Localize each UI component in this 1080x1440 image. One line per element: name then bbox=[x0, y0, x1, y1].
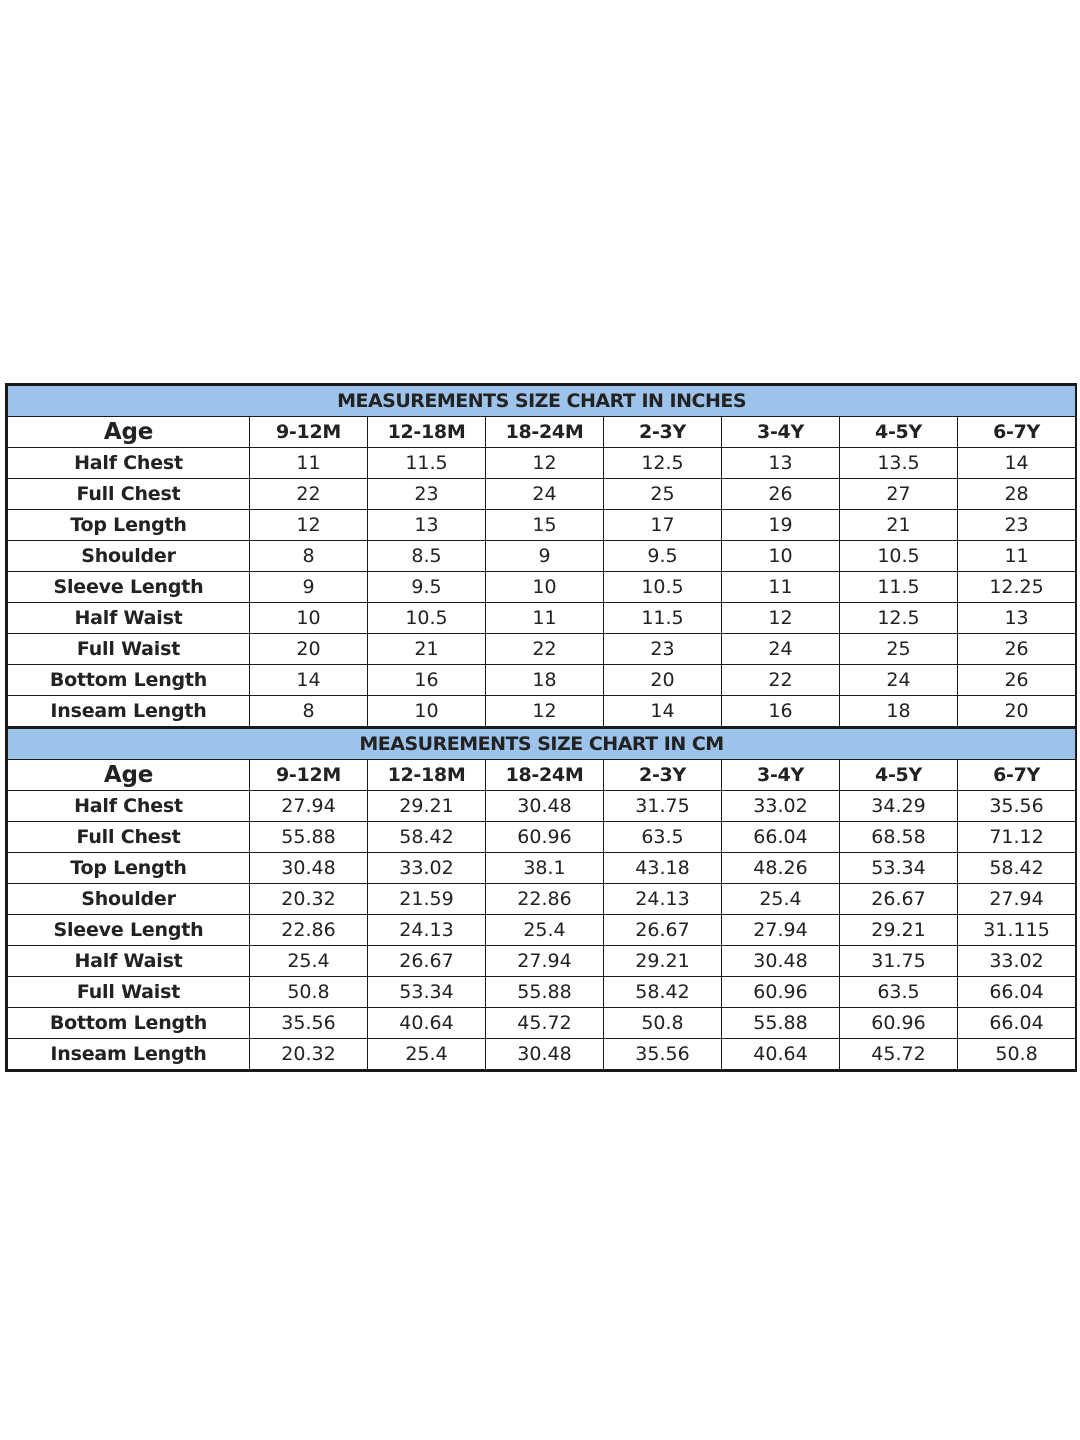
table-cell: 40.64 bbox=[722, 1039, 840, 1070]
row-label: Shoulder bbox=[8, 884, 250, 915]
size-header: 6-7Y bbox=[958, 760, 1076, 791]
row-label: Top Length bbox=[8, 853, 250, 884]
table-cell: 13 bbox=[958, 603, 1076, 634]
table-cell: 63.5 bbox=[604, 822, 722, 853]
table-cell: 21 bbox=[368, 634, 486, 665]
table-cell: 13 bbox=[722, 448, 840, 479]
table-cell: 43.18 bbox=[604, 853, 722, 884]
table-cell: 60.96 bbox=[840, 1008, 958, 1039]
table-cell: 66.04 bbox=[958, 1008, 1076, 1039]
table-cell: 27.94 bbox=[486, 946, 604, 977]
table-row bbox=[8, 977, 1076, 1008]
table-cell: 25.4 bbox=[486, 915, 604, 946]
table-cell: 12.25 bbox=[958, 572, 1076, 603]
table-cell: 14 bbox=[958, 448, 1076, 479]
table-cell: 30.48 bbox=[486, 791, 604, 822]
row-label: Full Chest bbox=[8, 479, 250, 510]
row-label: Sleeve Length bbox=[8, 915, 250, 946]
table-cell: 27.94 bbox=[722, 915, 840, 946]
table-cell: 22 bbox=[486, 634, 604, 665]
row-label: Top Length bbox=[8, 510, 250, 541]
table-cell: 55.88 bbox=[486, 977, 604, 1008]
table-cell: 55.88 bbox=[250, 822, 368, 853]
table-cell: 35.56 bbox=[604, 1039, 722, 1070]
table-cell: 68.58 bbox=[840, 822, 958, 853]
table-cell: 27.94 bbox=[958, 884, 1076, 915]
table-cell: 15 bbox=[486, 510, 604, 541]
table-cell: 28 bbox=[958, 479, 1076, 510]
table-cell: 24 bbox=[840, 665, 958, 696]
size-header: 12-18M bbox=[368, 417, 486, 448]
inches-header-row bbox=[8, 417, 1076, 448]
size-header: 2-3Y bbox=[604, 760, 722, 791]
table-cell: 23 bbox=[604, 634, 722, 665]
table-cell: 19 bbox=[722, 510, 840, 541]
size-header: 4-5Y bbox=[840, 760, 958, 791]
table-cell: 13 bbox=[368, 510, 486, 541]
table-row bbox=[8, 603, 1076, 634]
table-cell: 50.8 bbox=[250, 977, 368, 1008]
table-cell: 48.26 bbox=[722, 853, 840, 884]
table-cell: 45.72 bbox=[486, 1008, 604, 1039]
table-row bbox=[8, 510, 1076, 541]
table-cell: 25 bbox=[840, 634, 958, 665]
table-cell: 31.115 bbox=[958, 915, 1076, 946]
table-cell: 71.12 bbox=[958, 822, 1076, 853]
table-cell: 23 bbox=[958, 510, 1076, 541]
table-cell: 25.4 bbox=[368, 1039, 486, 1070]
table-cell: 60.96 bbox=[486, 822, 604, 853]
row-label: Inseam Length bbox=[8, 696, 250, 728]
table-cell: 26 bbox=[958, 665, 1076, 696]
table-cell: 31.75 bbox=[604, 791, 722, 822]
table-cell: 24.13 bbox=[368, 915, 486, 946]
table-cell: 22.86 bbox=[486, 884, 604, 915]
table-cell: 11 bbox=[722, 572, 840, 603]
table-cell: 24 bbox=[486, 479, 604, 510]
table-row bbox=[8, 1039, 1076, 1070]
table-cell: 9 bbox=[250, 572, 368, 603]
table-row bbox=[8, 448, 1076, 479]
table-cell: 21.59 bbox=[368, 884, 486, 915]
row-label: Shoulder bbox=[8, 541, 250, 572]
table-cell: 26.67 bbox=[368, 946, 486, 977]
inches-chart-title: MEASUREMENTS SIZE CHART IN INCHES bbox=[8, 386, 1076, 417]
table-cell: 29.21 bbox=[368, 791, 486, 822]
table-row bbox=[8, 634, 1076, 665]
age-header: Age bbox=[8, 417, 250, 448]
size-header: 12-18M bbox=[368, 760, 486, 791]
table-cell: 66.04 bbox=[958, 977, 1076, 1008]
row-label: Half Chest bbox=[8, 791, 250, 822]
table-cell: 11 bbox=[486, 603, 604, 634]
table-cell: 10.5 bbox=[604, 572, 722, 603]
table-cell: 58.42 bbox=[604, 977, 722, 1008]
table-cell: 20 bbox=[604, 665, 722, 696]
size-header: 2-3Y bbox=[604, 417, 722, 448]
row-label: Full Waist bbox=[8, 977, 250, 1008]
cm-title-row bbox=[8, 728, 1076, 760]
table-cell: 24.13 bbox=[604, 884, 722, 915]
age-header: Age bbox=[8, 760, 250, 791]
table-cell: 10 bbox=[722, 541, 840, 572]
table-cell: 11.5 bbox=[840, 572, 958, 603]
cm-chart-title: MEASUREMENTS SIZE CHART IN CM bbox=[8, 728, 1076, 760]
table-cell: 53.34 bbox=[840, 853, 958, 884]
table-cell: 11.5 bbox=[368, 448, 486, 479]
table-cell: 8 bbox=[250, 541, 368, 572]
table-cell: 66.04 bbox=[722, 822, 840, 853]
table-cell: 38.1 bbox=[486, 853, 604, 884]
row-label: Half Waist bbox=[8, 603, 250, 634]
table-cell: 35.56 bbox=[958, 791, 1076, 822]
row-label: Bottom Length bbox=[8, 1008, 250, 1039]
table-cell: 27.94 bbox=[250, 791, 368, 822]
row-label: Full Chest bbox=[8, 822, 250, 853]
table-cell: 9 bbox=[486, 541, 604, 572]
table-cell: 13.5 bbox=[840, 448, 958, 479]
table-cell: 50.8 bbox=[958, 1039, 1076, 1070]
size-header: 9-12M bbox=[250, 760, 368, 791]
table-row bbox=[8, 541, 1076, 572]
table-cell: 20 bbox=[250, 634, 368, 665]
size-header: 4-5Y bbox=[840, 417, 958, 448]
table-cell: 11 bbox=[958, 541, 1076, 572]
table-cell: 25 bbox=[604, 479, 722, 510]
table-cell: 26.67 bbox=[840, 884, 958, 915]
table-cell: 50.8 bbox=[604, 1008, 722, 1039]
table-cell: 30.48 bbox=[486, 1039, 604, 1070]
cm-header-row bbox=[8, 760, 1076, 791]
size-chart bbox=[5, 383, 1077, 1072]
table-cell: 33.02 bbox=[368, 853, 486, 884]
table-row bbox=[8, 696, 1076, 728]
table-cell: 63.5 bbox=[840, 977, 958, 1008]
table-cell: 21 bbox=[840, 510, 958, 541]
size-header: 6-7Y bbox=[958, 417, 1076, 448]
row-label: Half Waist bbox=[8, 946, 250, 977]
table-cell: 23 bbox=[368, 479, 486, 510]
table-cell: 31.75 bbox=[840, 946, 958, 977]
table-cell: 24 bbox=[722, 634, 840, 665]
table-cell: 30.48 bbox=[722, 946, 840, 977]
table-cell: 20.32 bbox=[250, 884, 368, 915]
table-cell: 17 bbox=[604, 510, 722, 541]
table-cell: 9.5 bbox=[368, 572, 486, 603]
table-cell: 12.5 bbox=[840, 603, 958, 634]
table-cell: 18 bbox=[486, 665, 604, 696]
table-cell: 20.32 bbox=[250, 1039, 368, 1070]
size-header: 18-24M bbox=[486, 417, 604, 448]
table-cell: 12 bbox=[486, 448, 604, 479]
table-cell: 10 bbox=[250, 603, 368, 634]
table-cell: 11 bbox=[250, 448, 368, 479]
row-label: Bottom Length bbox=[8, 665, 250, 696]
table-cell: 53.34 bbox=[368, 977, 486, 1008]
table-cell: 58.42 bbox=[368, 822, 486, 853]
table-row bbox=[8, 946, 1076, 977]
table-cell: 14 bbox=[604, 696, 722, 728]
table-cell: 22 bbox=[722, 665, 840, 696]
table-cell: 10 bbox=[486, 572, 604, 603]
table-cell: 8.5 bbox=[368, 541, 486, 572]
table-cell: 35.56 bbox=[250, 1008, 368, 1039]
row-label: Sleeve Length bbox=[8, 572, 250, 603]
table-cell: 10.5 bbox=[840, 541, 958, 572]
inches-title-row bbox=[8, 386, 1076, 417]
table-row bbox=[8, 479, 1076, 510]
table-cell: 12 bbox=[250, 510, 368, 541]
table-row bbox=[8, 1008, 1076, 1039]
table-row bbox=[8, 822, 1076, 853]
table-cell: 26.67 bbox=[604, 915, 722, 946]
table-cell: 26 bbox=[958, 634, 1076, 665]
row-label: Inseam Length bbox=[8, 1039, 250, 1070]
table-row bbox=[8, 884, 1076, 915]
table-cell: 10 bbox=[368, 696, 486, 728]
table-cell: 40.64 bbox=[368, 1008, 486, 1039]
table-cell: 33.02 bbox=[958, 946, 1076, 977]
size-header: 18-24M bbox=[486, 760, 604, 791]
row-label: Half Chest bbox=[8, 448, 250, 479]
size-header: 3-4Y bbox=[722, 760, 840, 791]
table-cell: 29.21 bbox=[604, 946, 722, 977]
table-cell: 25.4 bbox=[722, 884, 840, 915]
table-cell: 30.48 bbox=[250, 853, 368, 884]
table-cell: 34.29 bbox=[840, 791, 958, 822]
table-cell: 16 bbox=[722, 696, 840, 728]
table-cell: 12 bbox=[486, 696, 604, 728]
table-row bbox=[8, 791, 1076, 822]
table-row bbox=[8, 915, 1076, 946]
size-header: 9-12M bbox=[250, 417, 368, 448]
table-cell: 11.5 bbox=[604, 603, 722, 634]
row-label: Full Waist bbox=[8, 634, 250, 665]
table-cell: 60.96 bbox=[722, 977, 840, 1008]
table-row bbox=[8, 572, 1076, 603]
table-cell: 45.72 bbox=[840, 1039, 958, 1070]
table-cell: 16 bbox=[368, 665, 486, 696]
table-cell: 12.5 bbox=[604, 448, 722, 479]
table-cell: 22.86 bbox=[250, 915, 368, 946]
table-cell: 14 bbox=[250, 665, 368, 696]
table-cell: 9.5 bbox=[604, 541, 722, 572]
table-cell: 29.21 bbox=[840, 915, 958, 946]
size-header: 3-4Y bbox=[722, 417, 840, 448]
table-cell: 33.02 bbox=[722, 791, 840, 822]
table-cell: 10.5 bbox=[368, 603, 486, 634]
table-cell: 25.4 bbox=[250, 946, 368, 977]
table-row bbox=[8, 665, 1076, 696]
table-cell: 58.42 bbox=[958, 853, 1076, 884]
table-cell: 8 bbox=[250, 696, 368, 728]
table-cell: 12 bbox=[722, 603, 840, 634]
table-cell: 18 bbox=[840, 696, 958, 728]
table-cell: 26 bbox=[722, 479, 840, 510]
table-row bbox=[8, 853, 1076, 884]
table-cell: 27 bbox=[840, 479, 958, 510]
size-chart-body bbox=[8, 386, 1076, 1070]
table-cell: 55.88 bbox=[722, 1008, 840, 1039]
table-cell: 20 bbox=[958, 696, 1076, 728]
table-cell: 22 bbox=[250, 479, 368, 510]
size-chart-table bbox=[7, 385, 1076, 1070]
